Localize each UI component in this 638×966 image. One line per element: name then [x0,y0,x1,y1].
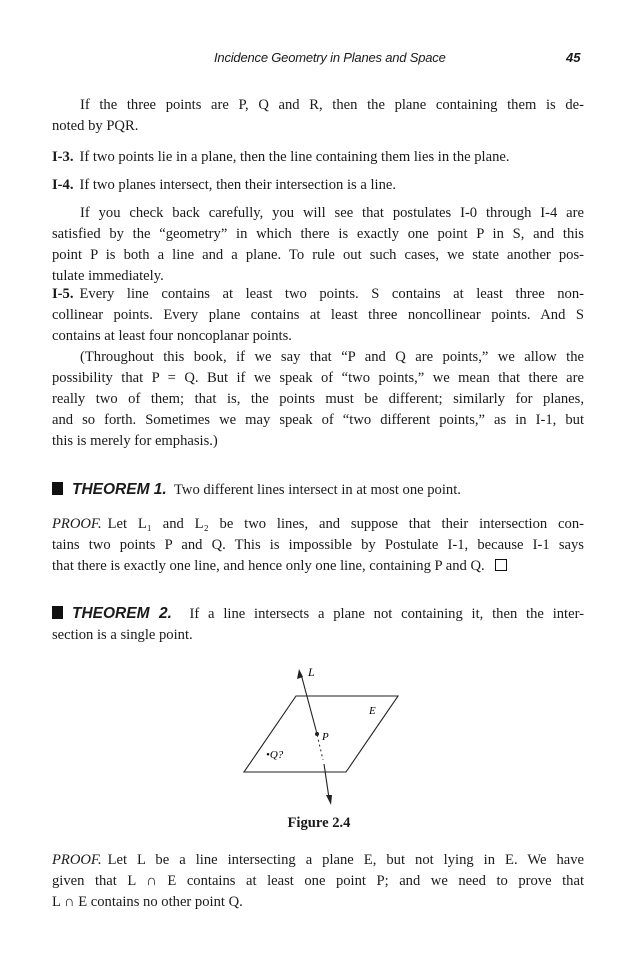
text-line: (Throughout this book, if we say that “P and Q are points,” we allow the [80,349,584,365]
postulate-i4 [52,175,584,196]
proof-label: PROOF. [52,516,102,532]
postulate-tag: I-4. [52,177,74,193]
text-line: that there is exactly one line, and hence only one line, containing P and Q. [52,558,485,574]
label-plane-e: E [369,705,376,717]
point-p [315,732,319,736]
figure-caption: Figure 2.4 [287,815,351,831]
text-line: this is merely for emphasis.) [52,433,218,449]
text-line: Let L₁ and L₂ be two lines, and suppose that their intersection con- [107,516,584,532]
label-point-p: P [322,731,329,743]
postulate-text: If two points lie in a plane, then the line containing them lies in the plane. [79,149,510,165]
postulate-i3 [52,147,584,168]
text-line: L ∩ E contains no other point Q. [52,894,243,910]
proof-theorem-2 [52,850,584,913]
line-l-upper [301,674,316,730]
text-line: given that L ∩ E contains at least one point P; and we need to prove that [52,873,584,889]
text-line: really two of them; that is, the points must be different; similarly for planes, [52,391,584,407]
postulate-i5 [52,284,584,347]
figure-line-plane [236,660,406,810]
theorem-2 [52,603,584,646]
text-line: noted by PQR. [52,118,139,134]
text-line: section is a single point. [52,627,193,643]
text-line: collinear points. Every plane contains at least three noncollinear points. And S [52,307,584,323]
paragraph-check-back [52,203,584,287]
text-line: tulate immediately. [52,268,164,284]
arrow-down-icon [326,795,332,805]
text-line: If you check back carefully, you will see that postulates I-0 through I-4 are [80,205,584,221]
theorem-heading: THEOREM 1. [72,481,167,498]
text-line: satisfied by the “geometry” in which there is exactly one point P in S, and this [52,226,584,242]
text-line: and so forth. Sometimes we may speak of “two different points,” as in I-1, but [52,412,584,428]
qed-box-icon [495,559,507,571]
text-line: contains at least four noncoplanar points. [52,328,292,344]
label-point-q: •Q? [266,749,284,761]
proof-theorem-1 [52,514,584,577]
paragraph-plane-notation [52,95,584,137]
text-line: Let L be a line intersecting a plane E, but not lying in E. We have [107,852,584,868]
label-line-l: L [308,665,315,679]
text-line: possibility that P = Q. But if we speak of “two points,” we mean that there are [52,370,584,386]
paragraph-throughout [52,347,584,452]
theorem-statement: Two different lines intersect in at most one point. [174,482,461,498]
postulate-text: If two planes intersect, then their intersection is a line. [79,177,397,193]
theorem-heading: THEOREM 2. [72,605,172,622]
proof-label: PROOF. [52,852,102,868]
theorem-1 [52,479,584,501]
text-line: If a line intersects a plane not containing it, then the inter- [189,606,585,622]
theorem-bullet-icon [52,482,63,495]
text-line: If the three points are P, Q and R, then the plane containing them is de- [80,97,584,113]
postulate-tag: I-3. [52,149,74,165]
text-line: Every line contains at least two points. S contains at least three non- [79,286,584,302]
text-line: tains two points P and Q. This is impossible by Postulate I-1, because I-1 says [52,537,584,553]
line-l-lower [324,764,329,798]
running-header-title: Incidence Geometry in Planes and Space [214,50,446,65]
theorem-bullet-icon [52,606,63,619]
text-line: point P is both a line and a plane. To rule out such cases, we state another pos- [52,247,584,263]
page-number: 45 [566,50,581,65]
postulate-tag: I-5. [52,286,74,302]
